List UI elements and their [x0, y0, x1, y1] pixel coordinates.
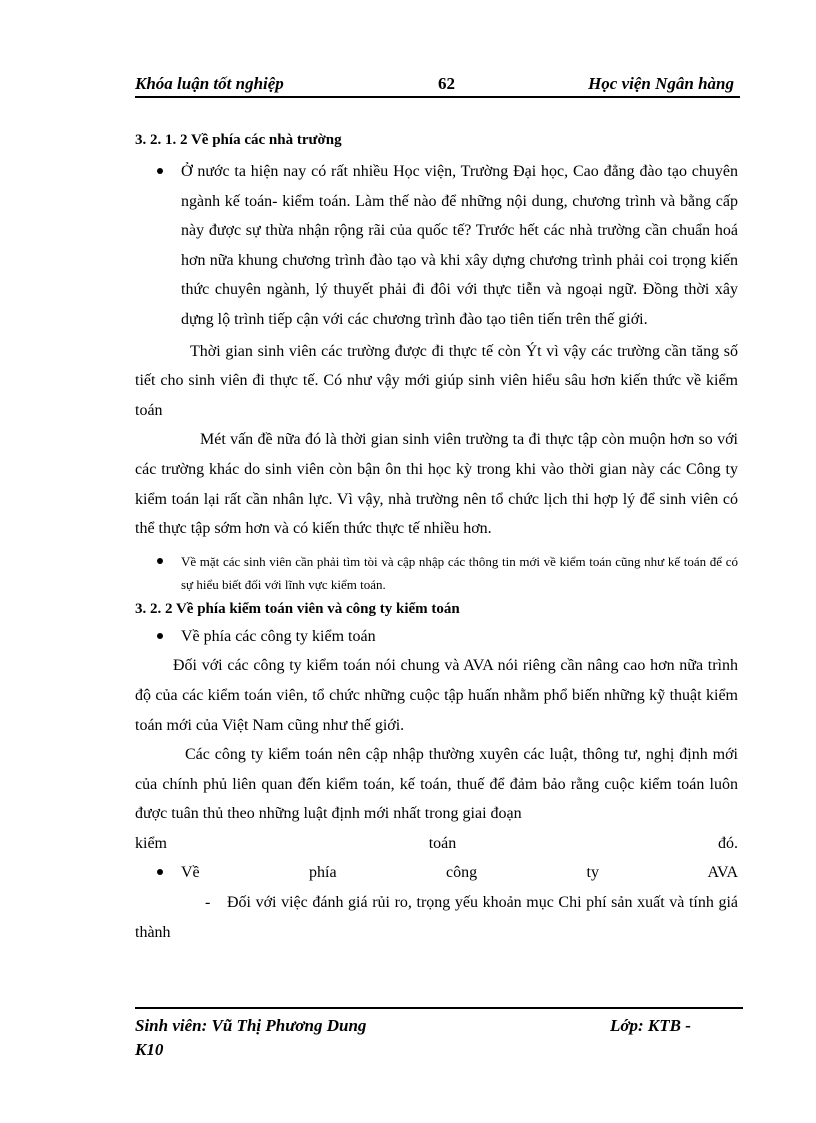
bullet-text-audit-firms: Về phía các công ty kiểm toán	[181, 627, 376, 645]
paragraph-regulation-updates: Các công ty kiểm toán nên cập nhập thường xuyên các luật, thông tư, nghị định mới của chính phủ liên quan đến kiểm toán, kế toán, thuế để đảm bảo rằng cuộc kiểm toán luôn được tuân thủ theo những luật định mới nhất trong giai đoạn	[135, 746, 738, 823]
dash-item-text: Đối với việc đánh giá rủi ro, trọng yếu khoản mục Chi phí sản xuất và tính giá thành	[135, 894, 738, 941]
bullet-icon	[157, 168, 163, 174]
section-heading-3212: 3. 2. 1. 2 Về phía các nhà trường	[135, 132, 342, 148]
dash-symbol: -	[205, 894, 211, 912]
paragraph-auditor-training: Đối với các công ty kiểm toán nói chung và AVA nói riêng cần nâng cao hơn nữa trình độ của các kiểm toán viên, tổ chức những cuộc tập huấn nhằm phổ biến những kỹ thuật kiểm toán mới của Việt Nam cũng như thế giới.	[135, 657, 738, 734]
dash-item-risk-assessment	[135, 888, 738, 947]
paragraph-practice-time: Thời gian sinh viên các trường được đi thực tế còn Ýt vì vậy các trường cần tăng số tiết cho sinh viên đi thực tế. Có như vậy mới giúp sinh viên hiểu sâu hơn kiến thức về kiểm toán	[135, 342, 738, 419]
section-heading-322: 3. 2. 2 Về phía kiểm toán viên và công ty kiểm toán	[135, 600, 460, 617]
page-header	[135, 72, 740, 98]
footer-class-suffix: K10	[135, 1040, 164, 1059]
bullet-icon	[157, 633, 163, 639]
header-institution: Học viện Ngân hàng	[588, 74, 734, 93]
bullet-item	[135, 157, 738, 335]
bullet-item	[135, 550, 738, 596]
paragraph-regulation-tail: kiểm toán đó.	[135, 834, 738, 852]
bullet-item	[135, 622, 738, 652]
bullet-icon	[157, 558, 163, 564]
header-thesis-title: Khóa luận tốt nghiệp	[135, 74, 284, 93]
footer-class-label: Lớp: KTB -	[610, 1016, 691, 1035]
bullet-item	[135, 858, 738, 888]
page-number: 62	[438, 74, 455, 93]
paragraph-internship-timing: Mét vấn đề nữa đó là thời gian sinh viên trường ta đi thực tập còn muộn hơn so với các trường khác do sinh viên còn bận ôn thi học kỳ trong khi vào thời gian này các Công ty kiểm toán lại rất cần nhân lực. Vì vậy, nhà trường nên tổ chức lịch thi hợp lý để sinh viên có thể thực tập sớm hơn và có kiến thức thực tế nhiều hơn.	[135, 431, 738, 538]
bullet-text-students: Về mặt các sinh viên cần phải tìm tòi và cập nhập các thông tin mới về kiểm toán cũng như kế toán để có sự hiểu biết đối với lĩnh vực kiểm toán.	[181, 553, 738, 592]
page-footer	[135, 1007, 743, 1059]
footer-student-name: Sinh viên: Vũ Thị Phương Dung	[135, 1016, 367, 1035]
page-body	[135, 127, 738, 947]
bullet-text-schools: Ở nước ta hiện nay có rất nhiều Học viện, Trường Đại học, Cao đẳng đào tạo chuyên ngành kế toán- kiểm toán. Làm thế nào để những nội dung, chương trình và bằng cấp này được sự thừa nhận rộng rãi của quốc tế? Trước hết các nhà trường cần chuẩn hoá hơn nữa khung chương trình đào tạo và khi xây dựng chương trình phải coi trọng kiến thức chuyên ngành, lý thuyết phải đi đôi với thực tiễn và ngoại ngữ. Đồng thời xây dựng lộ trình tiếp cận với các chương trình đào tạo tiên tiến trên thế giới.	[181, 163, 738, 328]
bullet-icon	[157, 869, 163, 875]
bullet-text-ava: Về phía công ty AVA	[181, 864, 738, 882]
